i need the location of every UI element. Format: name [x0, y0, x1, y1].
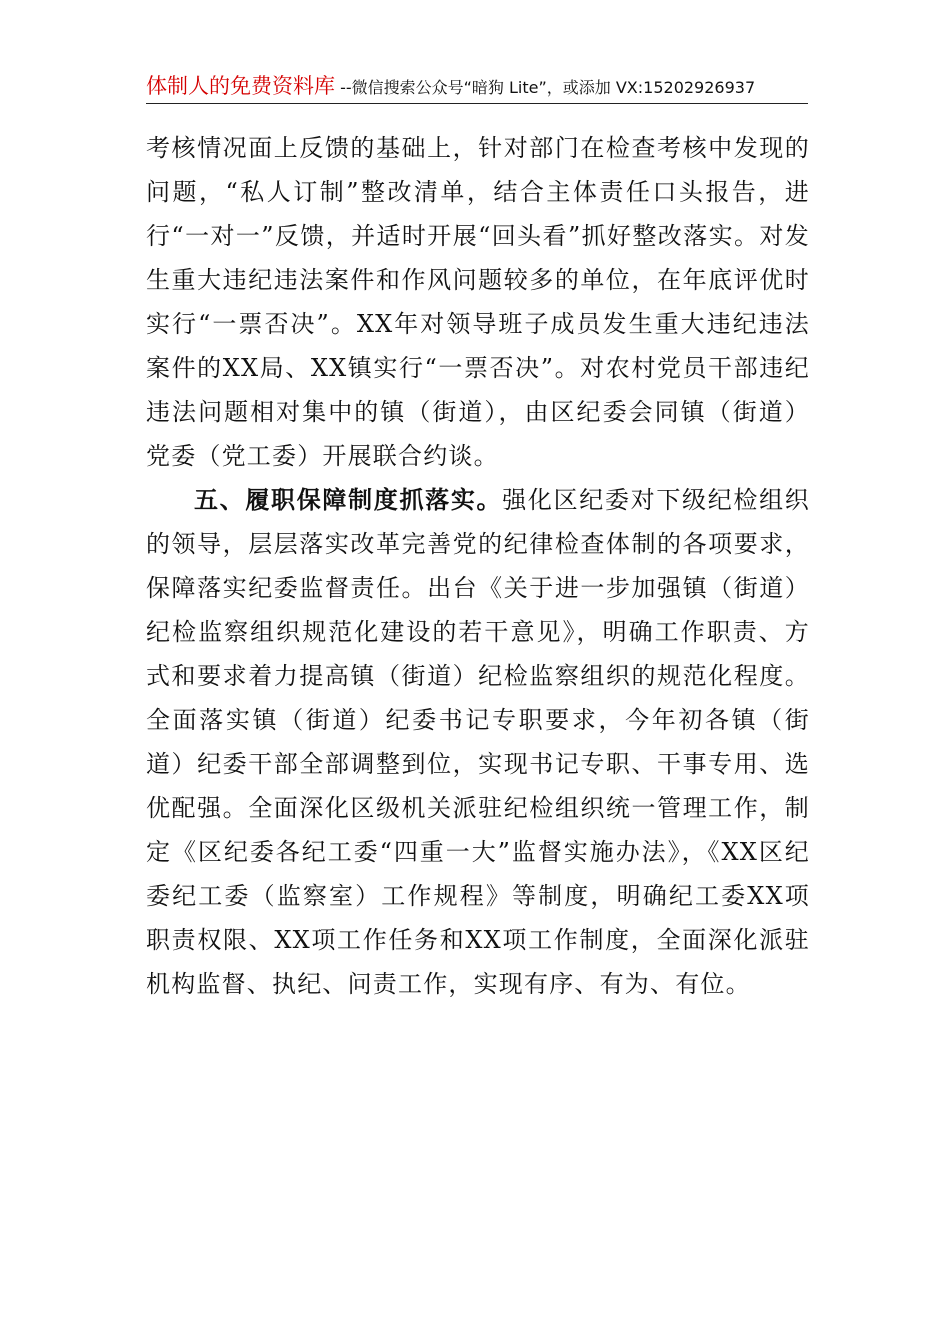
section-5-heading: 五、履职保障制度抓落实。	[194, 486, 503, 514]
header-contact-note: --微信搜索公众号“暗狗 Lite”，或添加 VX:15202926937	[335, 78, 756, 97]
paragraph-section-5	[146, 478, 810, 1006]
paragraph-continuation: 考核情况面上反馈的基础上，针对部门在检查考核中发现的问题，“私人订制”整改清单，结合主体责任口头报告，进行“一对一”反馈，并适时开展“回头看”抓好整改落实。对发生重大违纪违法案件和作风问题较多的单位，在年底评优时实行“一票否决”。XX年对领导班子成员发生重大违纪违法案件的XX局、XX镇实行“一票否决”。对农村党员干部违纪违法问题相对集中的镇（街道），由区纪委会同镇（街道）党委（党工委）开展联合约谈。	[146, 134, 810, 470]
document-body	[146, 126, 810, 1006]
page-header	[146, 72, 808, 100]
header-brand: 体制人的免费资料库	[146, 74, 335, 98]
section-5-text: 强化区纪委对下级纪检组织的领导，层层落实改革完善党的纪律检查体制的各项要求，保障落实纪委监督责任。出台《关于进一步加强镇（街道）纪检监察组织规范化建设的若干意见》，明确工作职责、方式和要求着力提高镇（街道）纪检监察组织的规范化程度。全面落实镇（街道）纪委书记专职要求，今年初各镇（街道）纪委干部全部调整到位，实现书记专职、干事专用、选优配强。全面深化区级机关派驻纪检组织统一管理工作，制定《区纪委各纪工委“四重一大”监督实施办法》，《XX区纪委纪工委（监察室）工作规程》等制度，明确纪工委XX项职责权限、XX项工作任务和XX项工作制度，全面深化派驻机构监督、执纪、问责工作，实现有序、有为、有位。	[146, 486, 810, 998]
header-divider	[146, 103, 808, 104]
